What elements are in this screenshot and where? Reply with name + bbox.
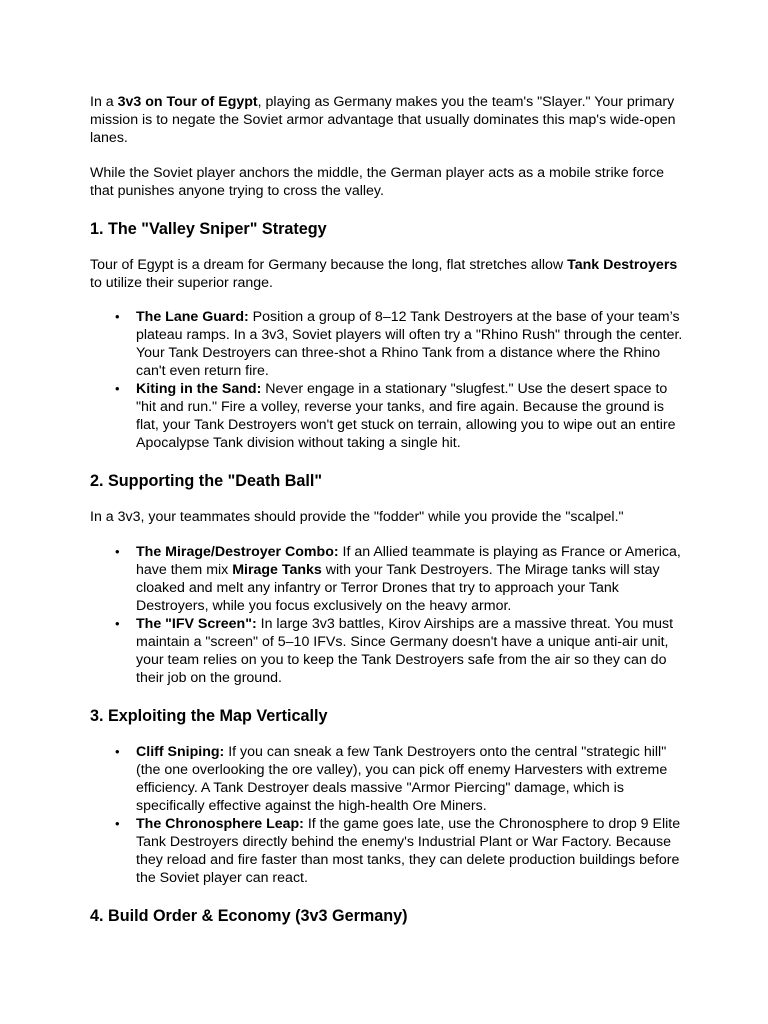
section-1-heading: 1. The "Valley Sniper" Strategy (90, 220, 327, 238)
list-item-label: The Chronosphere Leap: (136, 816, 304, 832)
intro-emphasis: 3v3 on Tour of Egypt (117, 94, 258, 110)
list-item-label: The Lane Guard: (136, 309, 249, 325)
intro-paragraph-2: While the Soviet player anchors the middle, the German player acts as a mobile strike force that punishes anyone trying to cross the valley. (90, 165, 665, 199)
list-item-label: Cliff Sniping: (136, 744, 225, 760)
list-item: • The "IFV Screen": In large 3v3 battles, Kirov Airships are a massive threat. You must maintain a "screen" of 5–10 IFVs. Since Germany doesn't have a unique anti-air unit, your team relies on you to keep the Tank Destroyers safe from the air so they can do their job on the ground. (90, 615, 690, 687)
section-2-heading: 2. Supporting the "Death Ball" (90, 472, 323, 490)
section-2-paragraph: In a 3v3, your teammates should provide the "fodder" while you provide the "scalpel." (90, 509, 624, 525)
intro-paragraph-1: In a 3v3 on Tour of Egypt, playing as Germany makes you the team's "Slayer." Your primary mission is to negate the Soviet armor advantage that usually dominates this map's wide-open lanes. (90, 94, 676, 146)
section-3-list (90, 743, 690, 887)
list-item: • Kiting in the Sand: Never engage in a stationary "slugfest." Use the desert space to "hit and run." Fire a volley, reverse your tanks, and fire again. Because the ground is flat, your Tank Destroyers won't get stuck on terrain, allowing you to wipe out an entire Apocalypse Tank division without taking a single hit. (90, 380, 690, 452)
list-item-label: The "IFV Screen": (136, 616, 257, 632)
list-item-label: Kiting in the Sand: (136, 381, 262, 397)
list-item-label: The Mirage/Destroyer Combo: (136, 544, 339, 560)
document-content (90, 93, 690, 943)
list-item-emphasis: Mirage Tanks (232, 562, 322, 578)
section-1-emphasis: Tank Destroyers (567, 257, 678, 273)
section-4-heading: 4. Build Order & Economy (3v3 Germany) (90, 907, 408, 925)
list-item: • The Chronosphere Leap: If the game goes late, use the Chronosphere to drop 9 Elite Tank Destroyers directly behind the enemy's Industrial Plant or War Factory. Because they reload and fire faster than most tanks, they can delete production buildings before the Soviet player can react. (90, 815, 690, 887)
list-item: • The Lane Guard: Position a group of 8–12 Tank Destroyers at the base of your team’s plateau ramps. In a 3v3, Soviet players will often try a "Rhino Rush" through the center. Your Tank Destroyers can three-shot a Rhino Tank from a distance where the Rhino can't even return fire. (90, 308, 690, 380)
list-item: • The Mirage/Destroyer Combo: If an Allied teammate is playing as France or America, have them mix Mirage Tanks with your Tank Destroyers. The Mirage tanks will stay cloaked and melt any infantry or Terror Drones that try to approach your Tank Destroyers, while you focus exclusively on the heavy armor. (90, 543, 690, 615)
section-1-list (90, 308, 690, 452)
section-2-list (90, 543, 690, 687)
list-item: • Cliff Sniping: If you can sneak a few Tank Destroyers onto the central "strategic hill" (the one overlooking the ore valley), you can pick off enemy Harvesters with extreme efficiency. A Tank Destroyer deals massive "Armor Piercing" damage, which is specifically effective against the high-health Ore Miners. (90, 743, 690, 815)
section-1-paragraph: Tour of Egypt is a dream for Germany because the long, flat stretches allow Tank Destroyers to utilize their superior range. (90, 257, 678, 291)
section-3-heading: 3. Exploiting the Map Vertically (90, 707, 328, 725)
